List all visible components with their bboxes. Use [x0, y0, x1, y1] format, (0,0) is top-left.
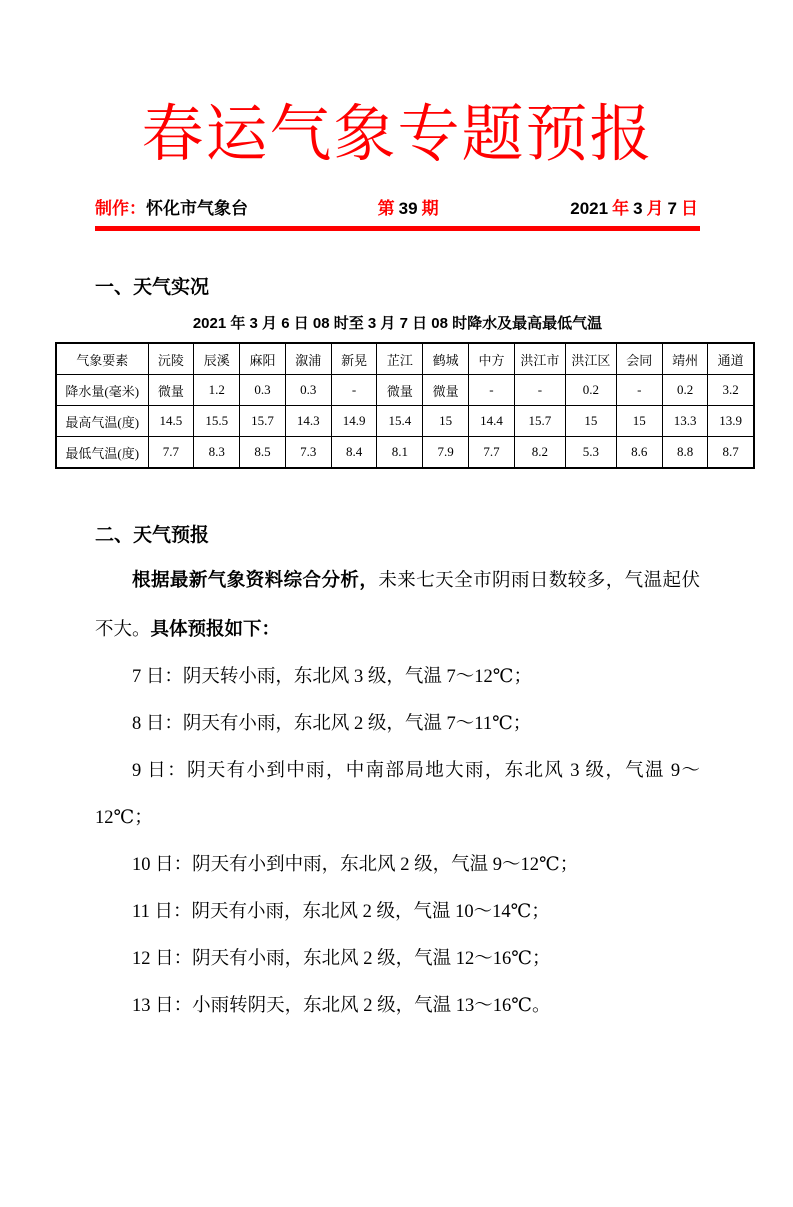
document-info-row — [95, 195, 700, 223]
table-cell: 14.9 — [331, 406, 377, 437]
table-cell: 微量 — [377, 375, 423, 406]
row-label: 降水量(毫米) — [56, 375, 148, 406]
forecast-day-7: 7 日：阴天转小雨，东北风 3 级，气温 7～12℃； — [132, 667, 532, 687]
header-cell: 洪江区 — [565, 343, 616, 375]
table-cell: 15 — [565, 406, 616, 437]
table-cell: 8.3 — [194, 437, 240, 469]
table-cell: - — [514, 375, 565, 406]
table-cell: 8.2 — [514, 437, 565, 469]
section-1-heading: 一、天气实况 — [95, 277, 210, 298]
row-label: 最高气温(度) — [56, 406, 148, 437]
row-label: 最低气温(度) — [56, 437, 148, 469]
table-cell: 8.6 — [616, 437, 662, 469]
document-title: 春运气象专题预报 — [141, 101, 654, 169]
header-cell: 靖州 — [662, 343, 708, 375]
forecast-day-9: 9 日：阴天有小到中雨，中南部局地大雨，东北风 3 级，气温 9～12℃； — [95, 761, 700, 828]
table-cell: 5.3 — [565, 437, 616, 469]
issue-suffix: 期 — [421, 199, 439, 218]
date-month-unit: 月 — [646, 199, 664, 218]
header-cell: 溆浦 — [285, 343, 331, 375]
date-year: 2021 — [570, 199, 609, 218]
forecast-day-13: 13 日：小雨转阴天，东北风 2 级，气温 13～16℃。 — [132, 996, 551, 1016]
table-cell: 8.5 — [240, 437, 286, 469]
issue-number — [376, 195, 441, 223]
intro-bold-lead: 根据最新气象资料综合分析， — [132, 569, 379, 590]
date-day-unit: 日 — [681, 199, 698, 218]
table-cell: 0.2 — [662, 375, 708, 406]
table-cell: 14.3 — [285, 406, 331, 437]
forecast-day-12: 12 日：阴天有小雨，东北风 2 级，气温 12～16℃； — [132, 949, 551, 969]
table-cell: 13.9 — [708, 406, 754, 437]
table-row-max-temp — [56, 406, 754, 437]
intro-body: 未来七天全市阴雨日数较多，气温起伏不大。 — [95, 571, 700, 640]
date-day: 7 — [667, 199, 677, 218]
table-cell: 0.2 — [565, 375, 616, 406]
table-cell: 14.5 — [148, 406, 194, 437]
table-cell: 15.4 — [377, 406, 423, 437]
document-page — [65, 85, 744, 1030]
table-cell: 8.1 — [377, 437, 423, 469]
table-cell: 15.7 — [514, 406, 565, 437]
table-cell: 8.8 — [662, 437, 708, 469]
table-caption: 2021 年 3 月 6 日 08 时至 3 月 7 日 08 时降水及最高最低气温 — [192, 315, 603, 332]
red-divider — [95, 225, 700, 231]
table-cell: 14.4 — [469, 406, 515, 437]
table-cell: 微量 — [423, 375, 469, 406]
date-month: 3 — [633, 199, 643, 218]
table-cell: 8.4 — [331, 437, 377, 469]
table-cell: 7.9 — [423, 437, 469, 469]
table-cell: 15 — [423, 406, 469, 437]
table-cell: 15.5 — [194, 406, 240, 437]
table-cell: 15 — [616, 406, 662, 437]
producer — [95, 195, 248, 223]
table-cell: 0.3 — [240, 375, 286, 406]
table-header-row — [56, 343, 754, 375]
issue-prefix: 第 — [377, 199, 395, 218]
forecast-day-8: 8 日：阴天有小雨，东北风 2 级，气温 7～11℃； — [132, 714, 532, 734]
table-row-min-temp — [56, 437, 754, 469]
forecast-day-10: 10 日：阴天有小到中雨，东北风 2 级，气温 9～12℃； — [132, 855, 579, 875]
table-cell: 8.7 — [708, 437, 754, 469]
table-cell: 7.7 — [148, 437, 194, 469]
header-cell: 新晃 — [331, 343, 377, 375]
header-cell: 芷江 — [377, 343, 423, 375]
header-cell: 洪江市 — [514, 343, 565, 375]
header-cell: 中方 — [469, 343, 515, 375]
header-cell: 辰溪 — [194, 343, 240, 375]
header-cell: 麻阳 — [240, 343, 286, 375]
table-cell: 7.3 — [285, 437, 331, 469]
producer-name: 怀化市气象台 — [146, 199, 248, 218]
header-cell: 气象要素 — [56, 343, 148, 375]
header-cell: 通道 — [708, 343, 754, 375]
intro-bold-tail: 具体预报如下： — [150, 618, 281, 639]
date-year-unit: 年 — [612, 199, 630, 218]
producer-label: 制作： — [95, 199, 146, 218]
table-cell: - — [331, 375, 377, 406]
table-cell: 微量 — [148, 375, 194, 406]
weather-table — [55, 342, 755, 469]
header-cell: 会同 — [616, 343, 662, 375]
forecast-day-11: 11 日：阴天有小雨，东北风 2 级，气温 10～14℃； — [132, 902, 550, 922]
table-cell: 13.3 — [662, 406, 708, 437]
forecast-intro — [95, 556, 700, 654]
table-cell: - — [469, 375, 515, 406]
issue-value: 39 — [398, 199, 418, 218]
table-cell: 3.2 — [708, 375, 754, 406]
table-row-precipitation — [56, 375, 754, 406]
table-cell: - — [616, 375, 662, 406]
table-cell: 15.7 — [240, 406, 286, 437]
issue-date — [568, 195, 700, 223]
header-cell: 沅陵 — [148, 343, 194, 375]
table-cell: 7.7 — [469, 437, 515, 469]
header-cell: 鹤城 — [423, 343, 469, 375]
table-cell: 0.3 — [285, 375, 331, 406]
forecast-section — [95, 524, 700, 1030]
table-cell: 1.2 — [194, 375, 240, 406]
section-2-heading: 二、天气预报 — [95, 525, 210, 546]
